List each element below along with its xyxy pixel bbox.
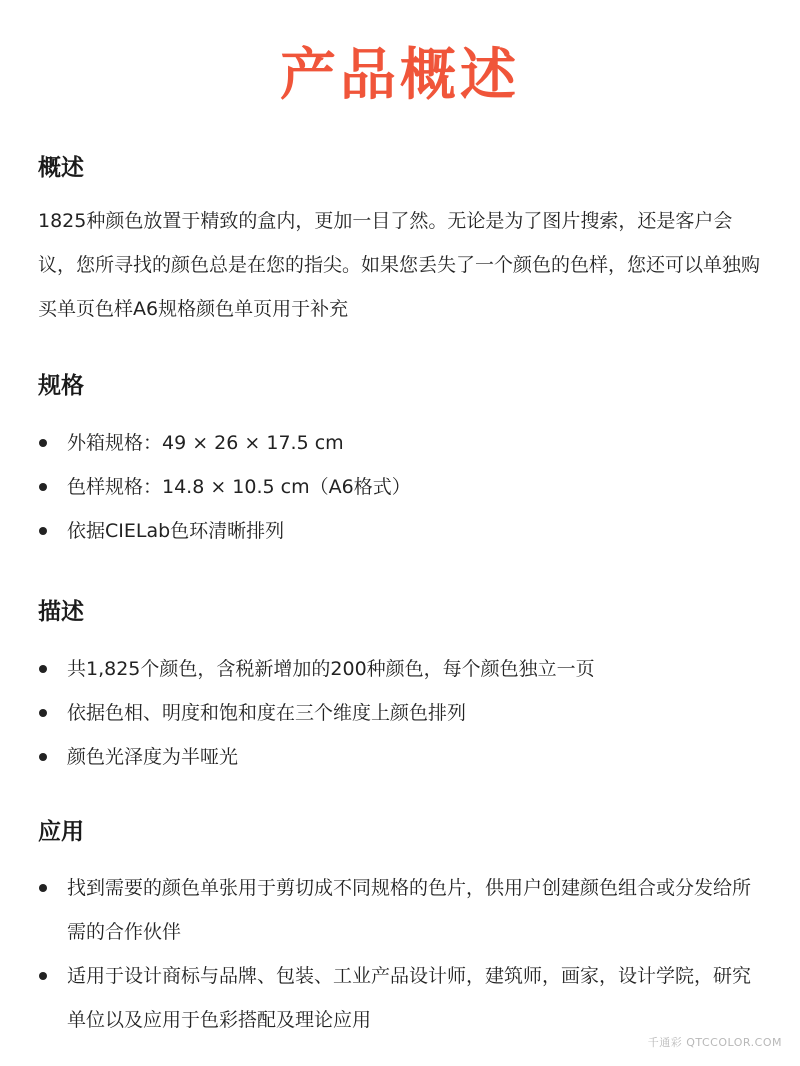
list-item (38, 866, 768, 954)
bullet-icon (39, 483, 47, 491)
bullet-icon (39, 753, 47, 761)
page-title: 产品概述 (280, 43, 520, 108)
bullet-icon (39, 709, 47, 717)
bullet-icon (39, 527, 47, 535)
overview-heading: 概述 (38, 155, 84, 181)
bullet-icon (39, 884, 47, 892)
description-heading: 描述 (38, 599, 84, 625)
list-item (38, 954, 768, 1042)
description-list (38, 647, 768, 779)
list-item-text: 共1,825个颜色，含税新增加的200种颜色，每个颜色独立一页 (67, 658, 595, 680)
list-item (38, 691, 768, 735)
list-item-text: 找到需要的颜色单张用于剪切成不同规格的色片，供用户创建颜色组合或分发给所需的合作伙伴 (67, 877, 752, 943)
specs-list (38, 421, 768, 553)
list-item (38, 421, 768, 465)
application-heading: 应用 (38, 819, 84, 845)
bullet-icon (39, 665, 47, 673)
application-list (38, 866, 768, 1042)
list-item-text: 色样规格：14.8 × 10.5 cm（A6格式） (67, 476, 411, 498)
watermark: 千通彩 QTCCOLOR.COM (647, 1036, 782, 1049)
list-item (38, 735, 768, 779)
specs-heading: 规格 (38, 373, 84, 399)
bullet-icon (39, 439, 47, 447)
list-item-text: 依据CIELab色环清晰排列 (67, 520, 285, 542)
list-item-text: 颜色光泽度为半哑光 (67, 746, 239, 768)
list-item (38, 509, 768, 553)
list-item (38, 465, 768, 509)
list-item-text: 依据色相、明度和饱和度在三个维度上颜色排列 (67, 702, 467, 724)
list-item-text: 适用于设计商标与品牌、包装、工业产品设计师，建筑师，画家，设计学院，研究单位以及应用于色彩搭配及理论应用 (67, 965, 752, 1031)
list-item-text: 外箱规格：49 × 26 × 17.5 cm (67, 432, 344, 454)
overview-paragraph: 1825种颜色放置于精致的盒内，更加一目了然。无论是为了图片搜索，还是客户会议，您所寻找的颜色总是在您的指尖。如果您丢失了一个颜色的色样，您还可以单独购买单页色样A6规格颜色单页用于补充 (38, 210, 761, 320)
bullet-icon (39, 972, 47, 980)
list-item (38, 647, 768, 691)
